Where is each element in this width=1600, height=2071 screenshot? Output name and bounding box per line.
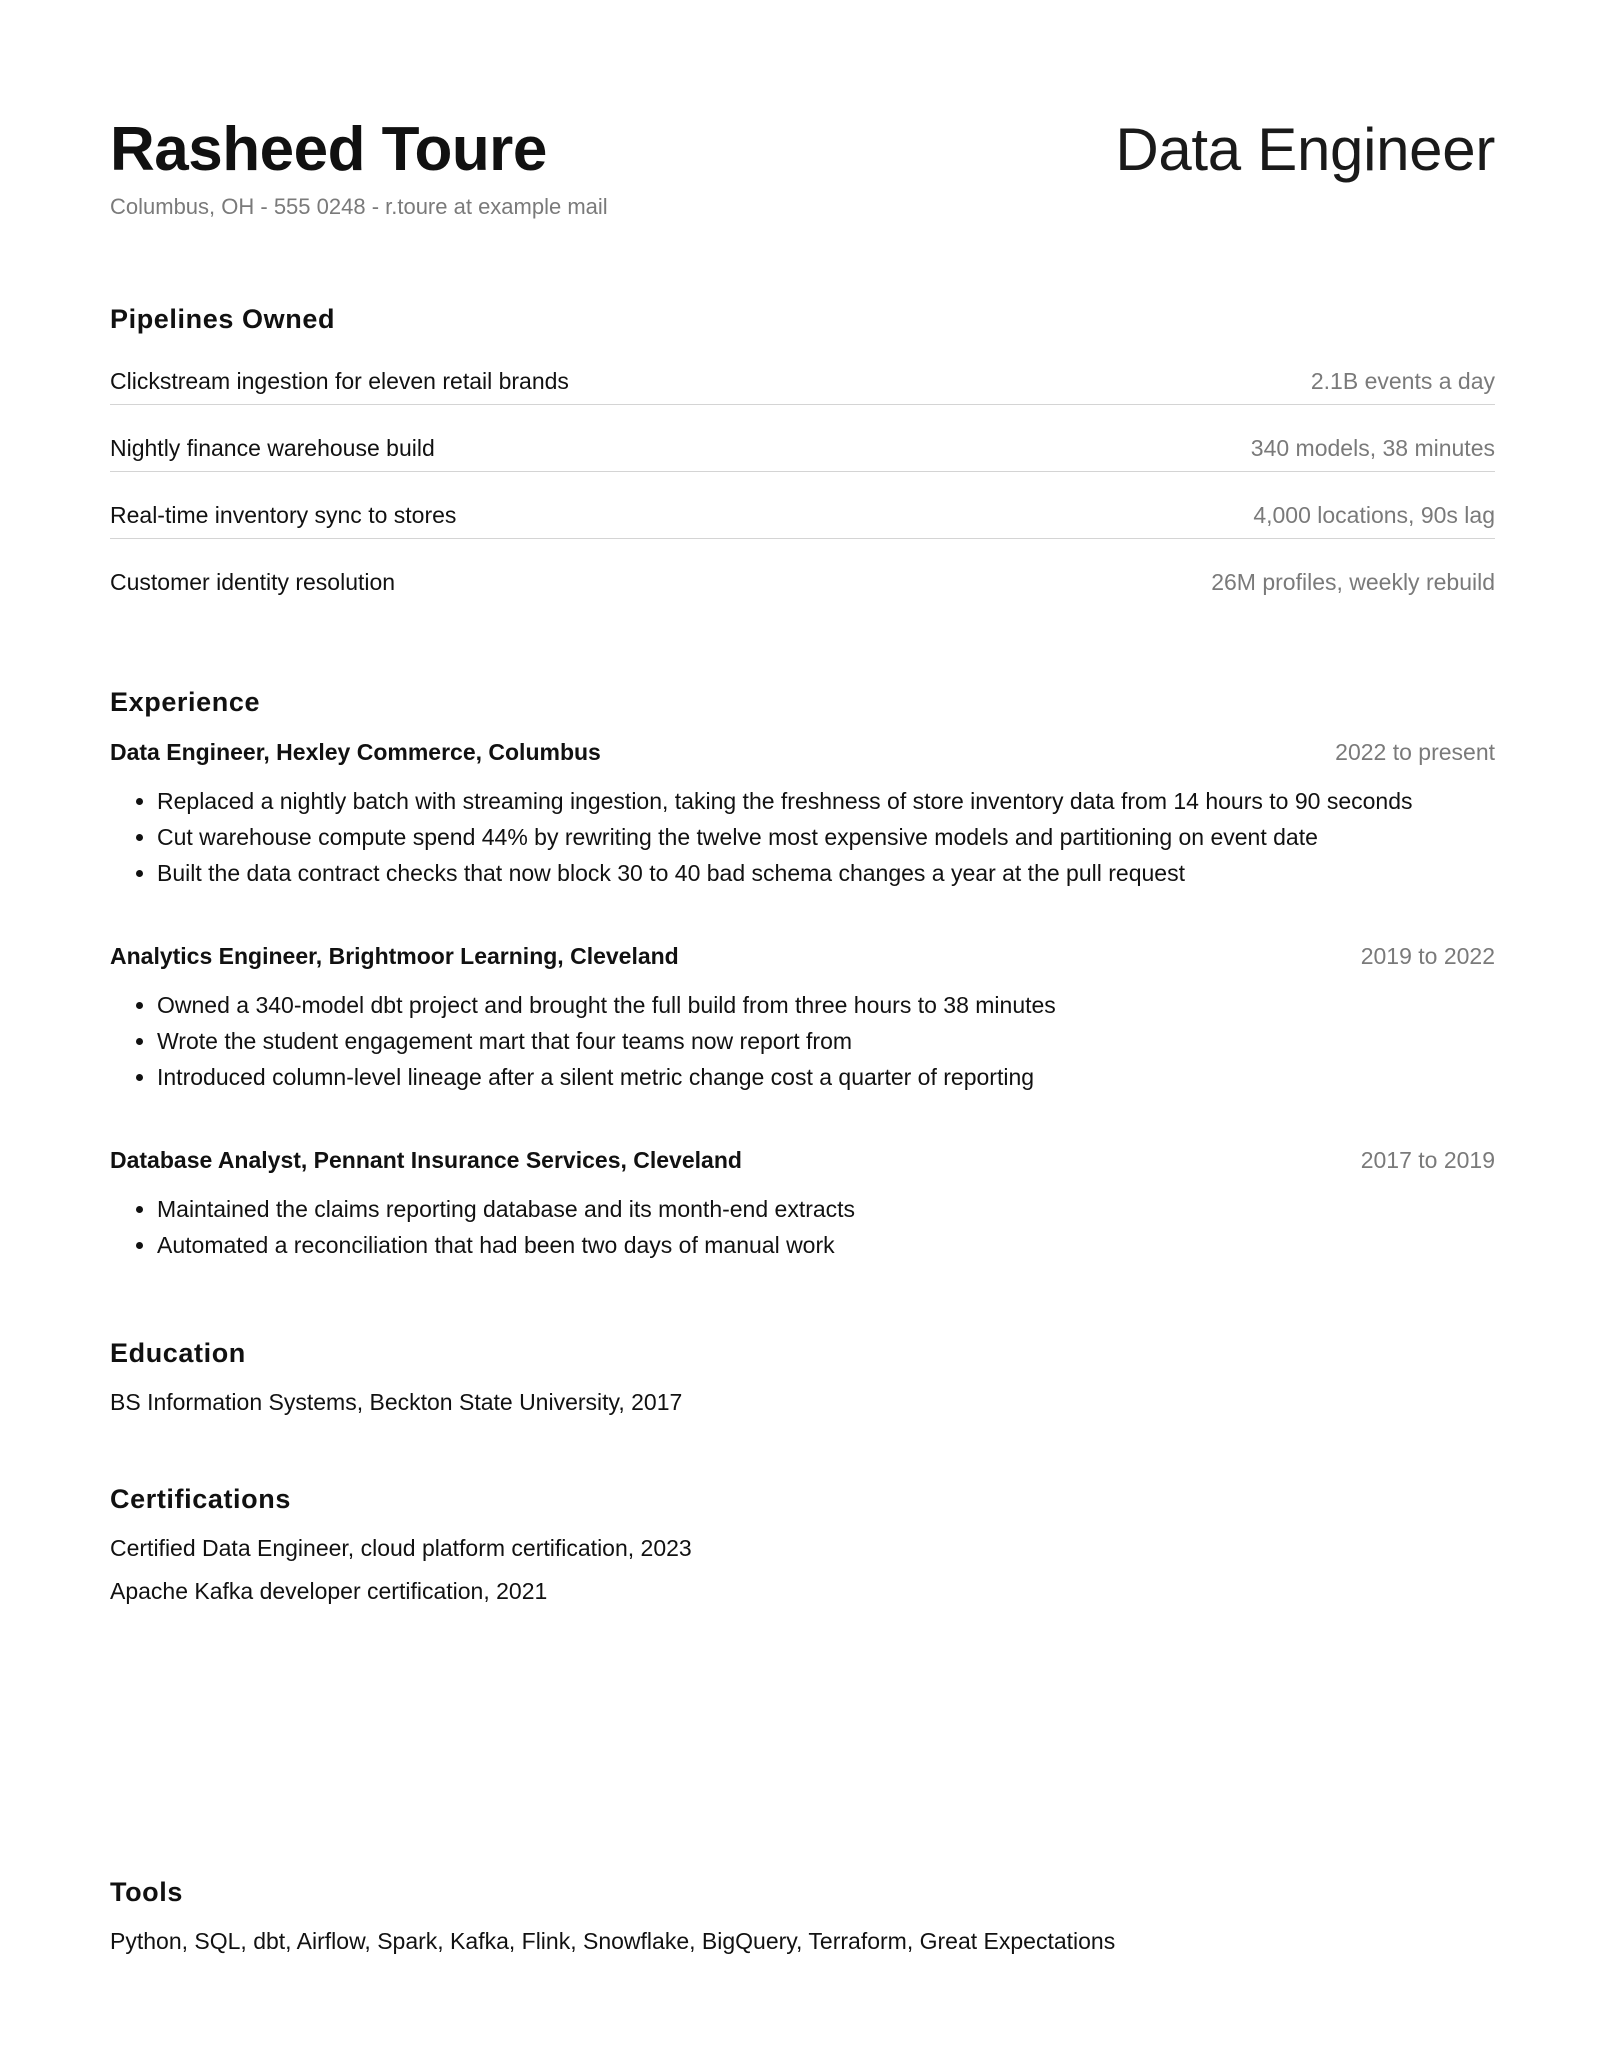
candidate-name: Rasheed Toure [110, 115, 547, 184]
job-header [110, 939, 1495, 973]
bullet-icon [136, 1242, 143, 1249]
pipeline-row [110, 405, 1495, 472]
list-item [110, 1059, 1495, 1095]
list-item [110, 987, 1495, 1023]
bullet-icon [136, 834, 143, 841]
job-entry [110, 939, 1495, 1095]
section-title-education: Education [110, 1338, 246, 1368]
job-header [110, 735, 1495, 769]
job-bullets [110, 783, 1495, 891]
job-title: Analytics Engineer, Brightmoor Learning, Cleveland [110, 943, 679, 969]
list-item [110, 783, 1495, 819]
bullet-icon [136, 870, 143, 877]
certification-entry: Certified Data Engineer, cloud platform certification, 2023 [110, 1535, 692, 1561]
bullet-text: Owned a 340-model dbt project and brought the full build from three hours to 38 minutes [157, 992, 1056, 1018]
pipeline-row [110, 472, 1495, 539]
job-header [110, 1143, 1495, 1177]
pipeline-name: Nightly finance warehouse build [110, 435, 435, 461]
contact-line: Columbus, OH - 555 0248 - r.toure at example mail [110, 194, 608, 219]
bullet-text: Replaced a nightly batch with streaming ingestion, taking the freshness of store inventory data from 14 hours to 90 seconds [157, 788, 1413, 814]
bullet-text: Introduced column-level lineage after a silent metric change cost a quarter of reporting [157, 1064, 1035, 1090]
section-title-pipelines: Pipelines Owned [110, 304, 336, 334]
job-bullets [110, 1191, 1495, 1263]
section-title-certifications: Certifications [110, 1484, 291, 1514]
bullet-text: Cut warehouse compute spend 44% by rewriting the twelve most expensive models and partitioning on event date [157, 824, 1318, 850]
pipeline-metric: 340 models, 38 minutes [1250, 435, 1495, 461]
pipeline-name: Customer identity resolution [110, 569, 396, 595]
pipeline-metric: 26M profiles, weekly rebuild [1211, 569, 1495, 595]
bullet-text: Wrote the student engagement mart that four teams now report from [157, 1028, 853, 1054]
pipeline-name: Clickstream ingestion for eleven retail brands [110, 368, 569, 394]
job-bullets [110, 987, 1495, 1095]
list-item [110, 1227, 1495, 1263]
pipeline-metric: 2.1B events a day [1310, 368, 1495, 394]
education-entry: BS Information Systems, Beckton State University, 2017 [110, 1389, 683, 1415]
section-title-experience: Experience [110, 687, 261, 717]
bullet-icon [136, 1002, 143, 1009]
list-item [110, 1023, 1495, 1059]
bullet-icon [136, 798, 143, 805]
list-item [110, 1191, 1495, 1227]
resume-page [110, 0, 1495, 2071]
job-dates: 2017 to 2019 [1360, 1147, 1495, 1173]
target-role: Data Engineer [1115, 116, 1495, 183]
job-entry [110, 735, 1495, 891]
job-title: Data Engineer, Hexley Commerce, Columbus [110, 739, 601, 765]
pipelines-list [110, 338, 1495, 606]
list-item [110, 855, 1495, 891]
job-dates: 2019 to 2022 [1360, 943, 1495, 969]
bullet-icon [136, 1074, 143, 1081]
pipeline-name: Real-time inventory sync to stores [110, 502, 457, 528]
bullet-text: Maintained the claims reporting database and its month-end extracts [157, 1196, 856, 1222]
tools-list: Python, SQL, dbt, Airflow, Spark, Kafka, Flink, Snowflake, BigQuery, Terraform, Great Expectations [110, 1928, 1116, 1954]
bullet-text: Automated a reconciliation that had been two days of manual work [157, 1232, 835, 1258]
pipeline-metric: 4,000 locations, 90s lag [1253, 502, 1495, 528]
bullet-text: Built the data contract checks that now block 30 to 40 bad schema changes a year at the pull request [157, 860, 1185, 886]
pipeline-row [110, 539, 1495, 606]
section-title-tools: Tools [110, 1877, 183, 1907]
job-dates: 2022 to present [1335, 739, 1495, 765]
certification-entry: Apache Kafka developer certification, 2021 [110, 1578, 548, 1604]
bullet-icon [136, 1206, 143, 1213]
job-entry [110, 1143, 1495, 1263]
pipeline-row [110, 338, 1495, 405]
list-item [110, 819, 1495, 855]
resume-header [110, 112, 1495, 222]
job-title: Database Analyst, Pennant Insurance Services, Cleveland [110, 1147, 742, 1173]
bullet-icon [136, 1038, 143, 1045]
